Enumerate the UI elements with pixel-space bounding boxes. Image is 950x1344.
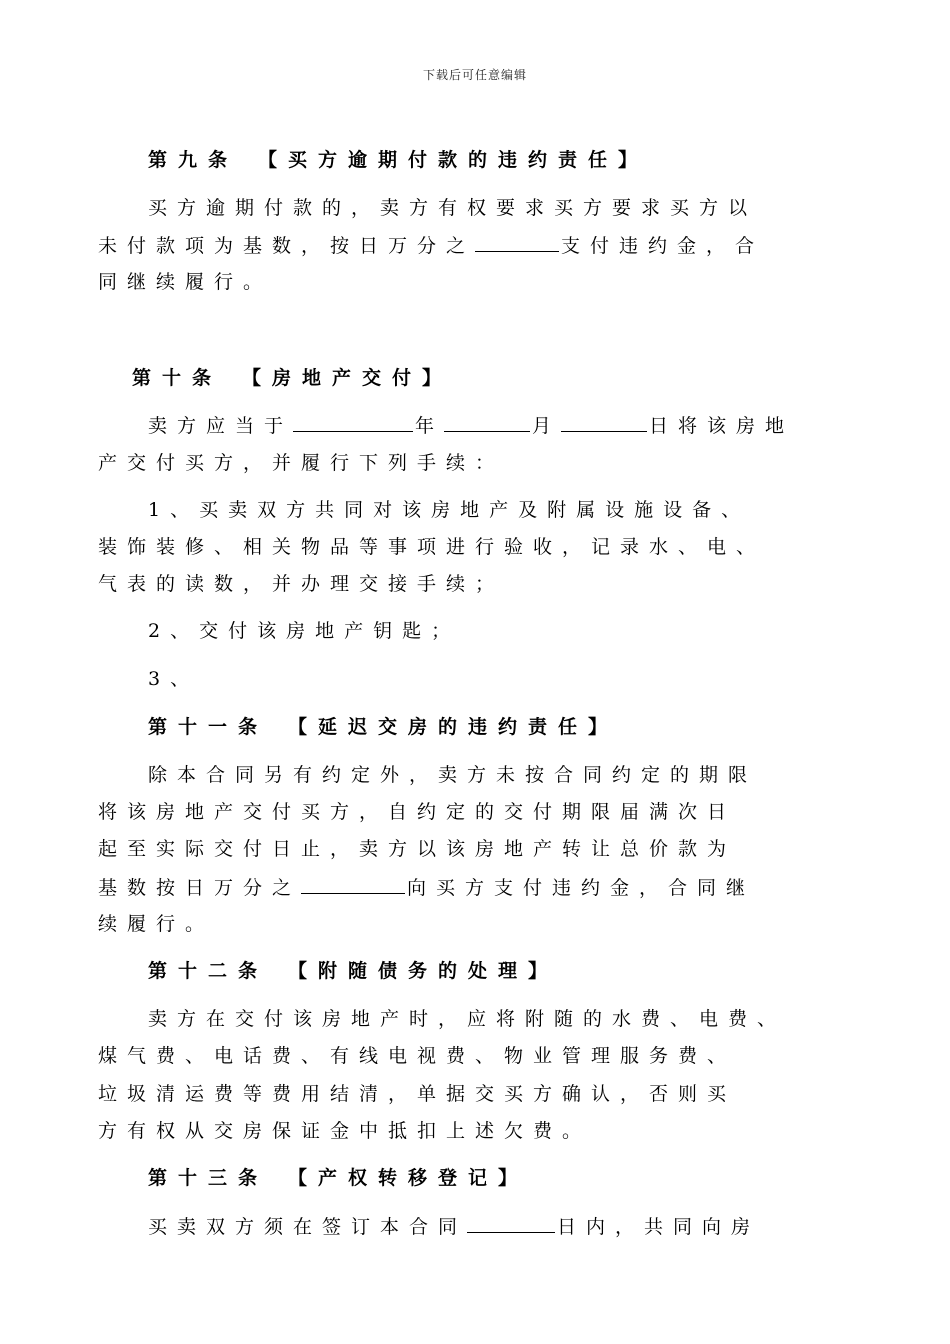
article-number: 第十一条 — [148, 716, 269, 738]
blank-field — [475, 233, 559, 252]
article-11-heading — [148, 715, 908, 739]
article-title: 【产权转移登记】 — [288, 1167, 529, 1189]
text: 向买方支付违约金，合同继 — [407, 877, 756, 899]
blank-field — [301, 875, 405, 894]
paragraph-line — [148, 413, 908, 438]
text: 未付款项为基数，按日万分之 — [98, 235, 476, 257]
paragraph-line: 卖方在交付该房地产时，应将附随的水费、电费、 — [148, 1008, 787, 1030]
list-item: 2、交付该房地产钥匙； — [148, 620, 461, 642]
article-number: 第十三条 — [148, 1167, 269, 1189]
article-title: 【附随债务的处理】 — [288, 960, 559, 982]
article-12-heading — [148, 959, 908, 983]
blank-month — [444, 413, 530, 432]
article-title: 【房地产交付】 — [242, 367, 453, 389]
article-number: 第九条 — [148, 149, 239, 171]
blank-day — [561, 413, 647, 432]
text: 年 — [415, 415, 445, 437]
paragraph-line — [148, 1214, 908, 1239]
paragraph-line — [98, 233, 858, 258]
paragraph-line: 气表的读数，并办理交接手续； — [98, 573, 505, 595]
text: 日内，共同向房 — [557, 1216, 761, 1238]
article-13-heading — [148, 1166, 908, 1190]
text: 基数按日万分之 — [98, 877, 302, 899]
text: 月 — [532, 415, 562, 437]
text: 卖方应当于 — [148, 415, 294, 437]
list-item: 1、买卖双方共同对该房地产及附属设施设备、 — [148, 499, 751, 521]
blank-field — [467, 1214, 555, 1233]
paragraph-line: 产交付买方，并履行下列手续： — [98, 452, 505, 474]
article-number: 第十条 — [132, 367, 223, 389]
paragraph-line: 买方逾期付款的，卖方有权要求买方要求买方以 — [148, 197, 758, 219]
article-title: 【延迟交房的违约责任】 — [288, 716, 619, 738]
page-header: 下载后可任意编辑 — [422, 68, 527, 82]
paragraph-line: 方有权从交房保证金中抵扣上述欠费。 — [98, 1120, 592, 1142]
paragraph-line: 同继续履行。 — [98, 271, 273, 293]
blank-year — [293, 413, 413, 432]
list-item: 3、 — [148, 668, 200, 690]
paragraph-line: 除本合同另有约定外，卖方未按合同约定的期限 — [148, 764, 758, 786]
paragraph-line: 起至实际交付日止，卖方以该房地产转让总价款为 — [98, 838, 737, 860]
article-title: 【买方逾期付款的违约责任】 — [258, 149, 649, 171]
paragraph-line: 续履行。 — [98, 913, 215, 935]
text: 支付违约金，合 — [561, 235, 765, 257]
paragraph-line: 将该房地产交付买方，自约定的交付期限届满次日 — [98, 801, 737, 823]
paragraph-line: 煤气费、电话费、有线电视费、物业管理服务费、 — [98, 1045, 737, 1067]
paragraph-line: 装饰装修、相关物品等事项进行验收，记录水、电、 — [98, 536, 766, 558]
paragraph-line: 垃圾清运费等费用结清，单据交买方确认，否则买 — [98, 1083, 737, 1105]
text: 日将该房地 — [649, 415, 795, 437]
article-9-heading — [148, 148, 908, 172]
paragraph-line — [98, 875, 858, 900]
article-number: 第十二条 — [148, 960, 269, 982]
text: 买卖双方须在签订本合同 — [148, 1216, 468, 1238]
article-10-heading — [132, 366, 892, 390]
